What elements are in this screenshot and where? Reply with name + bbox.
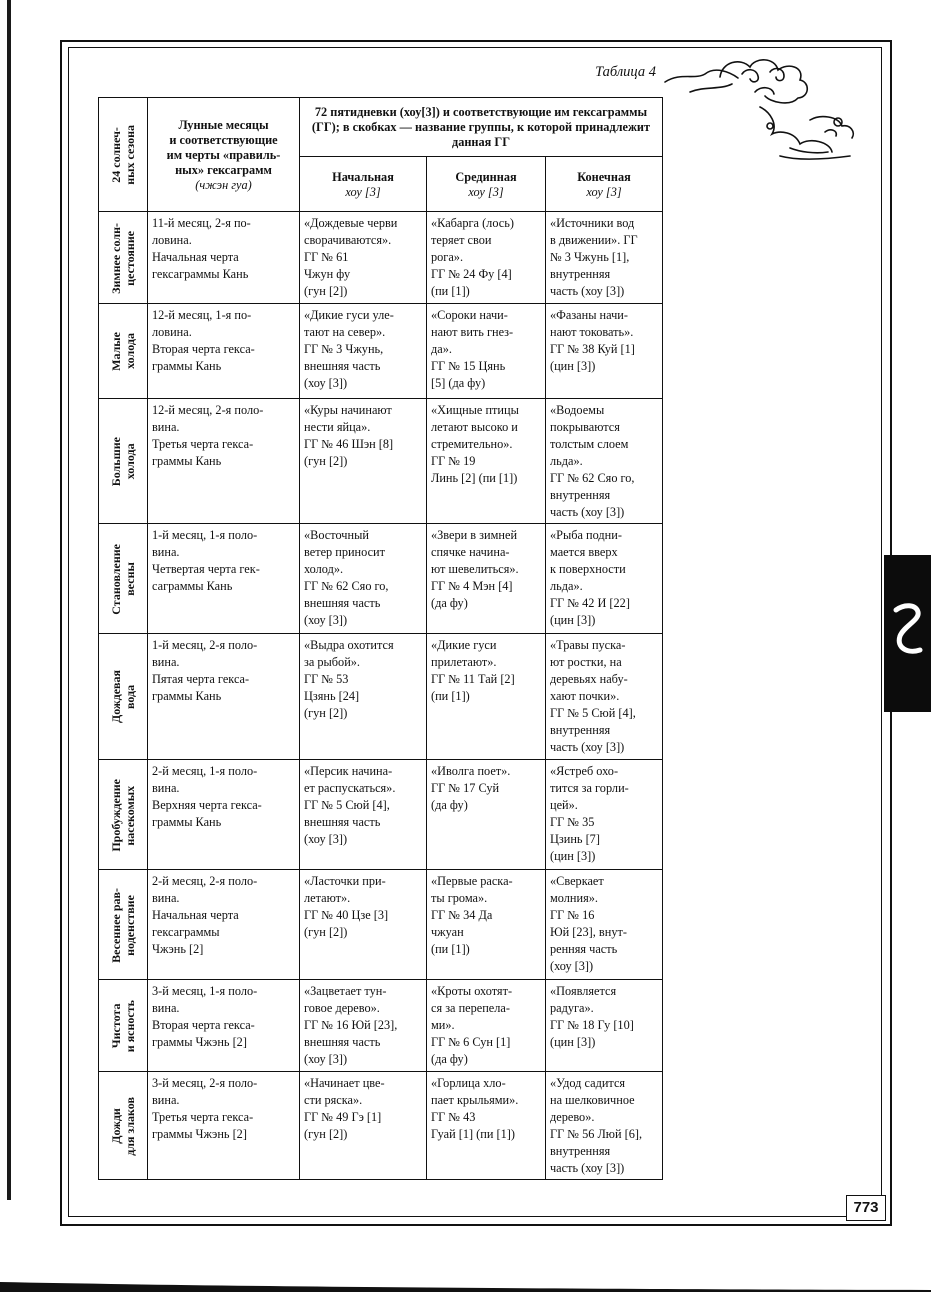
- header-season-label: 24 солнеч- ных сезона: [109, 125, 137, 185]
- table-caption: Таблица 4: [595, 64, 656, 80]
- page-number: 773: [846, 1195, 886, 1221]
- header-middle-hou: хоу [3]: [468, 184, 504, 199]
- middle-cell: «Кабарга (лось) теряет свои рога». ГГ № 24 Фу [4] (пи [1]): [427, 212, 546, 304]
- initial-cell: «Куры начинают нести яйца». ГГ № 46 Шэн [8] (гун [2]): [300, 399, 427, 524]
- season-cell: [99, 212, 148, 304]
- header-middle: [427, 157, 546, 212]
- middle-cell: «Иволга поет». ГГ № 17 Суй (да фу): [427, 760, 546, 870]
- season-cell: [99, 760, 148, 870]
- season-label: Пробуждение насекомых: [109, 778, 137, 852]
- season-cell: [99, 870, 148, 980]
- season-label: Становление весны: [109, 543, 137, 615]
- initial-cell: «Начинает цве- сти ряска». ГГ № 49 Гэ [1] (гун [2]): [300, 1072, 427, 1180]
- middle-cell: «Кроты охотят- ся за перепела- ми». ГГ № 6 Сун [1] (да фу): [427, 980, 546, 1072]
- moon-cell: 3-й месяц, 2-я поло- вина. Третья черта гекса- граммы Чжэнь [2]: [148, 1072, 300, 1180]
- table-row: [99, 760, 663, 870]
- middle-cell: «Первые раска- ты грома». ГГ № 34 Да чжуан (пи [1]): [427, 870, 546, 980]
- season-cell: [99, 304, 148, 399]
- header-final-label: Конечная: [577, 169, 631, 184]
- season-cell: [99, 980, 148, 1072]
- season-label: Большие холода: [109, 436, 137, 487]
- moon-cell: 12-й месяц, 2-я поло- вина. Третья черта гекса- граммы Кань: [148, 399, 300, 524]
- middle-cell: «Сороки начи- нают вить гнез- да». ГГ № 15 Цянь [5] (да фу): [427, 304, 546, 399]
- initial-cell: «Дикие гуси уле- тают на север». ГГ № 3 Чжунь, внешняя часть (хоу [3]): [300, 304, 427, 399]
- final-cell: «Фазаны начи- нают токовать». ГГ № 38 Куй [1] (цин [3]): [546, 304, 663, 399]
- header-middle-label: Срединная: [455, 169, 517, 184]
- header-initial-hou: хоу [3]: [345, 184, 381, 199]
- moon-cell: 12-й месяц, 1-я по- ловина. Вторая черта гекса- граммы Кань: [148, 304, 300, 399]
- middle-cell: «Горлица хло- пает крыльями». ГГ № 43 Гуай [1] (пи [1]): [427, 1072, 546, 1180]
- table-row: [99, 212, 663, 304]
- season-label: Чистота и ясность: [109, 999, 137, 1053]
- header-moon-label: Лунные месяцы и соответствующие им черты «правиль- ных» гексаграмм: [166, 117, 281, 177]
- header-group: [300, 98, 663, 157]
- header-moon-term: (чжэн гуа): [195, 177, 252, 192]
- header-moon-column: [148, 98, 300, 212]
- initial-cell: «Ласточки при- летают». ГГ № 40 Цзе [3] (гун [2]): [300, 870, 427, 980]
- initial-cell: «Выдра охотится за рыбой». ГГ № 53 Цзянь [24] (гун [2]): [300, 634, 427, 760]
- final-cell: «Ястреб охо- тится за горли- цей». ГГ № 35 Цзинь [7] (цин [3]): [546, 760, 663, 870]
- moon-cell: 1-й месяц, 1-я поло- вина. Четвертая черта гек- саграммы Кань: [148, 524, 300, 634]
- middle-cell: «Хищные птицы летают высоко и стремительно». ГГ № 19 Линь [2] (пи [1]): [427, 399, 546, 524]
- initial-cell: «Дождевые черви сворачиваются». ГГ № 61 Чжун фу (гун [2]): [300, 212, 427, 304]
- season-label: Дожди для злаков: [109, 1096, 137, 1156]
- initial-cell: «Восточный ветер приносит холод». ГГ № 62 Сяо го, внешняя часть (хоу [3]): [300, 524, 427, 634]
- initial-cell: «Персик начина- ет распускаться». ГГ № 5 Сюй [4], внешняя часть (хоу [3]): [300, 760, 427, 870]
- moon-cell: 3-й месяц, 1-я поло- вина. Вторая черта гекса- граммы Чжэнь [2]: [148, 980, 300, 1072]
- chapter-tab-glyph-icon: [890, 596, 926, 660]
- table-row: [99, 980, 663, 1072]
- final-cell: «Появляется радуга». ГГ № 18 Гу [10] (цин [3]): [546, 980, 663, 1072]
- season-label: Зимнее солн- цестояние: [109, 222, 137, 294]
- middle-cell: «Звери в зимней спячке начина- ют шевелиться». ГГ № 4 Мэн [4] (да фу): [427, 524, 546, 634]
- final-cell: «Травы пуска- ют ростки, на деревьях набу- хают почки». ГГ № 5 Сюй [4], внутренняя часть (хоу [3]): [546, 634, 663, 760]
- season-label: Дождевая вода: [109, 670, 137, 724]
- table-row: [99, 870, 663, 980]
- table-row: [99, 1072, 663, 1180]
- scan-bottom-edge: [0, 1280, 931, 1292]
- header-final: [546, 157, 663, 212]
- moon-cell: 11-й месяц, 2-я по- ловина. Начальная черта гексаграммы Кань: [148, 212, 300, 304]
- initial-cell: «Зацветает тун- говое дерево». ГГ № 16 Юй [23], внешняя часть (хоу [3]): [300, 980, 427, 1072]
- middle-cell: «Дикие гуси прилетают». ГГ № 11 Тай [2] (пи [1]): [427, 634, 546, 760]
- season-cell: [99, 524, 148, 634]
- cloud-ornament-icon: [660, 52, 860, 162]
- final-cell: «Водоемы покрываются толстым слоем льда». ГГ № 62 Сяо го, внутренняя часть (хоу [3]): [546, 399, 663, 524]
- header-final-hou: хоу [3]: [586, 184, 622, 199]
- table-row: [99, 634, 663, 760]
- moon-cell: 2-й месяц, 2-я поло- вина. Начальная черта гексаграммы Чжэнь [2]: [148, 870, 300, 980]
- season-cell: [99, 1072, 148, 1180]
- header-initial: [300, 157, 427, 212]
- table-row: [99, 524, 663, 634]
- final-cell: «Сверкает молния». ГГ № 16 Юй [23], внут- ренняя часть (хоу [3]): [546, 870, 663, 980]
- season-cell: [99, 399, 148, 524]
- calendar-table: [98, 97, 663, 1180]
- table-row: [99, 399, 663, 524]
- season-cell: [99, 634, 148, 760]
- table-row: [99, 304, 663, 399]
- final-cell: «Удод садится на шелковичное дерево». ГГ № 56 Люй [6], внутренняя часть (хоу [3]): [546, 1072, 663, 1180]
- header-group-label: 72 пятидневки (хоу[3]) и соответствующие им гексаграммы (ГГ); в скобках — название группы, к которой принадлежит данная ГГ: [311, 105, 651, 150]
- moon-cell: 1-й месяц, 2-я поло- вина. Пятая черта гекса- граммы Кань: [148, 634, 300, 760]
- season-label: Весеннее рав- ноденствие: [109, 887, 137, 963]
- scan-left-edge: [7, 0, 11, 1200]
- season-label: Малые холода: [109, 332, 137, 371]
- header-season-column: [99, 98, 148, 212]
- final-cell: «Рыба подни- мается вверх к поверхности льда». ГГ № 42 И [22] (цин [3]): [546, 524, 663, 634]
- final-cell: «Источники вод в движении». ГГ № 3 Чжунь [1], внутренняя часть (хоу [3]): [546, 212, 663, 304]
- moon-cell: 2-й месяц, 1-я поло- вина. Верхняя черта гекса- граммы Кань: [148, 760, 300, 870]
- header-initial-label: Начальная: [332, 169, 394, 184]
